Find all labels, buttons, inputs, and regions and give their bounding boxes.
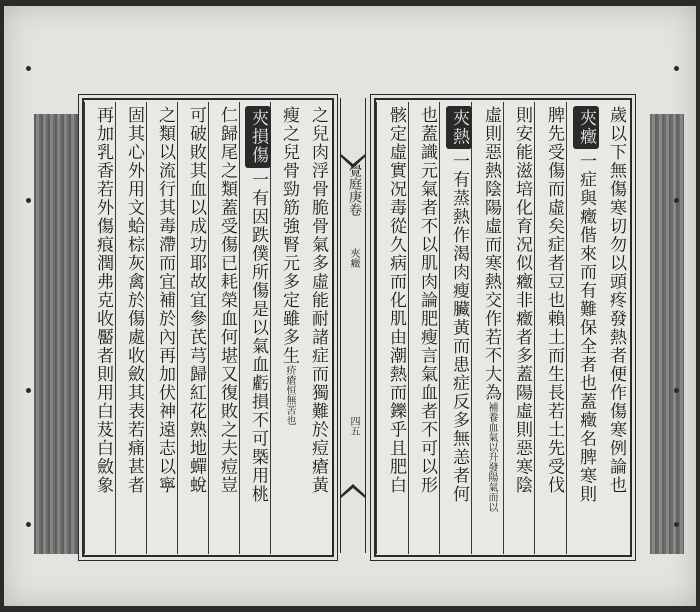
text-column — [376, 102, 409, 554]
section-heading: 夾癥 — [573, 106, 599, 149]
text-column — [177, 102, 209, 554]
text-column — [439, 102, 472, 554]
text-column — [598, 102, 629, 554]
edge-rubbing-left — [34, 114, 78, 554]
text-column — [84, 102, 116, 554]
column-text: 也蓋識元氣者不以肌肉論肥瘦言氣血者不可以形 — [417, 106, 437, 495]
text-column — [270, 102, 302, 554]
inline-note: 升發陽氣而以 — [486, 452, 497, 512]
book-title: 覺庭庚卷 — [346, 164, 361, 216]
center-fold — [340, 98, 366, 553]
binding-hole — [674, 522, 679, 527]
column-text: 之類以流行其毒滯而宜補於內再加伏神遠志以寧 — [155, 106, 175, 495]
text-column — [301, 102, 331, 554]
text-column — [471, 102, 504, 554]
text-column — [208, 102, 240, 554]
fishtail-mark-bottom — [341, 484, 365, 498]
column-text: 骸定虛實况毒從久病而化肌由潮熱而鑠乎且肥白 — [386, 106, 406, 495]
column-text: 虛則惡熱陰陽虛而寒熱交作若不大為補養血氣以升發陽氣而以 — [481, 106, 501, 512]
binding-hole — [674, 66, 679, 71]
section-heading: 夾損傷 — [245, 106, 271, 168]
scroll-sheet — [4, 6, 696, 606]
right-page — [374, 98, 632, 557]
text-column — [146, 102, 178, 554]
column-text: 夾熱一有蒸熱作渴肉瘦臟黃而患症反多無恙者何 — [446, 106, 472, 504]
column-text: 瘦之兒骨勁筋強腎元多定雖多生疥瘡恒無苦也 — [279, 106, 299, 425]
text-column — [566, 102, 599, 554]
text-column — [534, 102, 567, 554]
page-number: 四五 — [348, 416, 359, 436]
text-column — [408, 102, 440, 554]
text-column — [503, 102, 535, 554]
inline-note: 恒無苦也 — [284, 385, 295, 425]
inline-note: 補養血氣以 — [486, 402, 497, 452]
column-text: 夾癥一症與癥偕來而有難保全者也蓋癥名脾寒則 — [573, 106, 599, 504]
column-text: 歲以下無傷寒切勿以頭疼發熱者便作傷寒例論也 — [606, 106, 626, 495]
binding-hole — [674, 198, 679, 203]
edge-rubbing-right — [650, 114, 684, 554]
binding-hole — [26, 198, 31, 203]
column-text: 再加乳香若外傷痕潤弗克收靨者則用白芨白斂象 — [93, 106, 113, 495]
text-column — [239, 102, 271, 554]
text-column — [115, 102, 147, 554]
binding-hole — [26, 388, 31, 393]
left-page — [82, 98, 334, 557]
binding-hole — [26, 522, 31, 527]
column-text: 脾先受傷而虛矣症者豆也賴土而生長若土先受伐 — [544, 106, 564, 495]
column-text: 夾損傷一有因跌僕所傷是以氣血虧損不可槩用桃 — [245, 106, 271, 504]
inline-note: 疥瘡 — [284, 365, 295, 385]
column-text: 可破敗其血以成功耶故宜參芪芎歸紅花熟地蟬蛻 — [186, 106, 206, 495]
column-text: 之兒肉浮骨脆骨氣多虛能耐諸症而獨難於痘瘡黃 — [308, 106, 328, 495]
binding-hole — [26, 66, 31, 71]
column-text: 仁歸尾之類蓋受傷已耗榮血何堪又復敗之夫痘豈 — [217, 106, 237, 495]
column-text: 固其心外用文蛤棕灰禽於傷處收斂其表若痛甚者 — [124, 106, 144, 495]
column-text: 則安能滋培化育况似癥非癥者多蓋陽虛則惡寒陰 — [512, 106, 532, 495]
section-heading: 夾熱 — [446, 106, 472, 149]
section-label: 夾癥 — [348, 248, 359, 268]
binding-hole — [674, 388, 679, 393]
